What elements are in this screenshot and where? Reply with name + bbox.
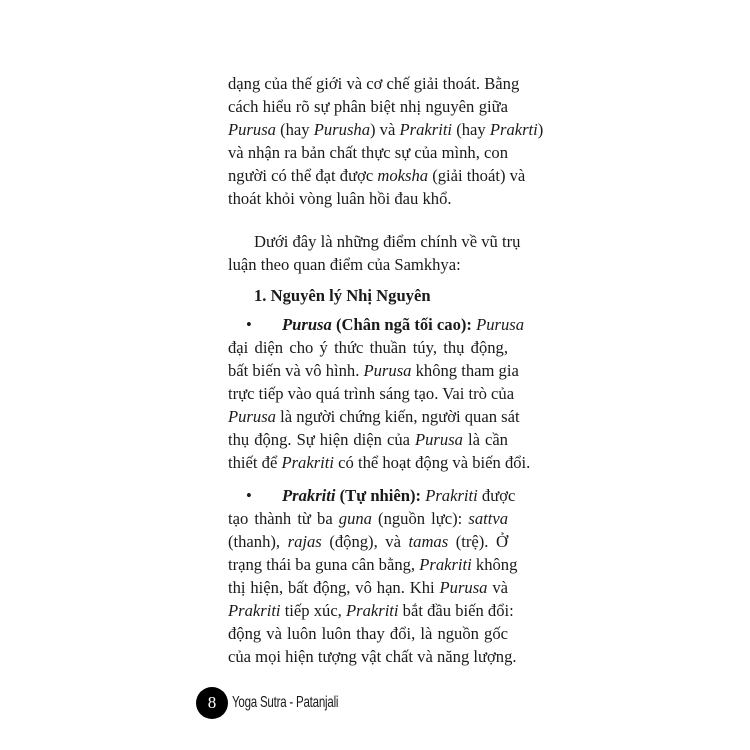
text-segment: Purusa [282,315,332,334]
text-line [228,187,508,210]
text-segment: (động), và [321,532,409,551]
text-segment: Prakriti [399,120,453,139]
text-segment: (hay [452,120,490,139]
text-segment: (thanh), [228,532,288,551]
text-segment: người có thể đạt được [228,166,378,185]
text-segment: thiết để [228,453,282,472]
text-segment: Purusa [415,430,463,449]
text-segment: guna [338,509,372,528]
text-segment: Prakriti [282,486,336,505]
text-segment: và [487,578,508,597]
text-segment: ) và [370,120,400,139]
text-segment: trạng thái ba guna cân bằng, [228,555,420,574]
bullet-icon: • [246,486,252,505]
text-segment: Dưới đây là những điểm chính về vũ trụ [254,232,521,251]
running-title: Yoga Sutra - Patanjali [232,694,339,711]
text-segment: Purusa [363,361,412,380]
text-line [228,313,525,336]
text-line [228,382,515,405]
text-segment: bất biến và vô hình. [228,361,364,380]
text-segment: không [471,555,518,574]
text-line [228,118,544,141]
text-segment: có thể hoạt động và biến đổi. [334,453,531,472]
text-line [228,553,518,576]
text-segment: moksha [377,166,429,185]
bullet-icon: • [246,315,252,334]
section-heading [228,284,508,307]
text-segment: Purusha [313,120,370,139]
bullet-purusa [228,313,531,474]
text-segment: Purusa [476,315,525,334]
text-segment: Purusa [228,407,276,426]
text-line [228,507,508,530]
text-line [228,336,508,359]
text-line [228,253,508,276]
text-segment: (nguồn lực): [371,509,469,528]
text-segment: cách hiểu rõ sự phân biệt nhị nguyên giữa [228,97,508,116]
text-segment: và nhận ra bản chất thực sự của mình, con [228,143,508,162]
text-segment: (giải thoát) và [428,166,526,185]
text-segment: rajas [287,532,322,551]
text-segment: được [477,486,516,505]
page-footer [196,686,380,720]
text-segment: tamas [408,532,449,551]
text-line [228,405,520,428]
text-segment: Prakriti [228,601,281,620]
text-line [228,484,516,507]
text-segment: không tham gia [411,361,519,380]
text-segment: Prakriti [419,555,472,574]
text-segment: (trệ). Ở [448,532,509,551]
text-segment: tiếp xúc, [280,601,346,620]
text-line [228,599,514,622]
text-segment: của mọi hiện tượng vật chất và năng lượng. [228,647,517,666]
text-segment: Purusa [439,578,488,597]
text-line [228,141,508,164]
text-segment: thị hiện, bất động, vô hạn. Khi [228,578,440,597]
text-segment: thoát khỏi vòng luân hồi đau khổ. [228,189,452,208]
text-segment: đại diện cho ý thức thuần túy, thụ động, [228,338,508,357]
text-line [228,428,508,451]
text-line [228,284,508,307]
text-segment: Prakriti [281,453,334,472]
text-line [228,359,519,382]
paragraph-intro [228,72,544,210]
text-line [228,164,526,187]
text-line [228,576,508,599]
paragraph-overview [228,230,521,276]
text-segment: thụ động. Sự hiện diện của [228,430,415,449]
text-line [228,645,517,668]
text-segment: sattva [468,509,509,528]
text-segment: tạo thành từ ba [228,509,339,528]
text-line [228,72,520,95]
text-segment: là người chứng kiến, người quan sát [275,407,520,426]
text-segment: (Chân ngã tối cao): [331,315,477,334]
text-segment: Purusa [228,120,276,139]
text-segment: Prakriti [425,486,478,505]
text-segment: 1. Nguyên lý Nhị Nguyên [254,286,431,305]
text-segment: ) [537,120,544,139]
text-segment: Prakrti [489,120,538,139]
text-line [228,622,508,645]
text-segment: luận theo quan điểm của Samkhya: [228,255,461,274]
text-column [228,72,544,668]
text-segment: bắt đầu biến đổi: [398,601,514,620]
text-segment: động và luôn luôn thay đổi, là nguồn gốc [228,624,508,643]
text-segment: trực tiếp vào quá trình sáng tạo. Vai trò của [228,384,515,403]
text-segment: (Tự nhiên): [335,486,426,505]
text-segment: (hay [275,120,314,139]
text-segment: Prakriti [345,601,399,620]
text-segment: dạng của thế giới và cơ chế giải thoát. Bằng [228,74,520,93]
bullet-prakriti [228,484,518,668]
text-line [228,230,521,253]
text-line [228,530,508,553]
text-line [228,95,508,118]
page-number: 8 [196,687,228,719]
text-segment: là cần [462,430,508,449]
text-line [228,451,531,474]
